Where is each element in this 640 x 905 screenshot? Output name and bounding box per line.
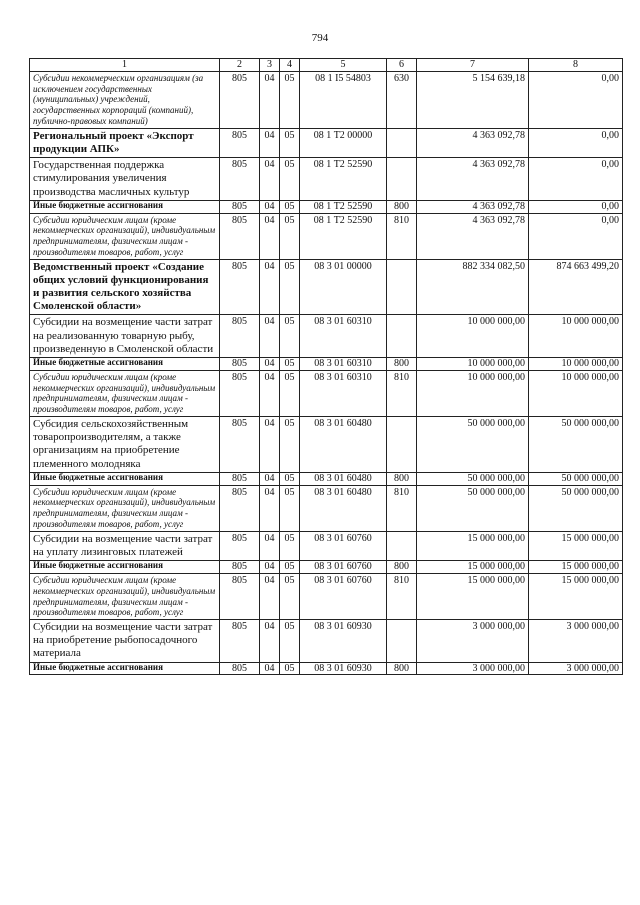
column-header: 8 xyxy=(529,59,623,72)
section-code: 04 xyxy=(260,370,280,416)
section-code: 04 xyxy=(260,417,280,473)
target-article-code: 08 3 01 60760 xyxy=(300,531,387,560)
subsection-code: 05 xyxy=(280,620,300,663)
ministry-code: 805 xyxy=(220,358,260,371)
target-article-code: 08 1 Т2 00000 xyxy=(300,128,387,157)
expense-type-code xyxy=(387,620,417,663)
subsection-code: 05 xyxy=(280,259,300,315)
ministry-code: 805 xyxy=(220,620,260,663)
amount-year-1: 4 363 092,78 xyxy=(417,213,529,259)
section-code: 04 xyxy=(260,472,280,485)
amount-year-2: 50 000 000,00 xyxy=(529,485,623,531)
item-name: Субсидии юридическим лицам (кроме некоммерческих организаций), индивидуальным предпринимателям, физическим лицам - производителям товаров, работ, услуг xyxy=(30,573,220,619)
section-code: 04 xyxy=(260,71,280,128)
target-article-code: 08 3 01 60310 xyxy=(300,358,387,371)
amount-year-1: 882 334 082,50 xyxy=(417,259,529,315)
section-code: 04 xyxy=(260,358,280,371)
ministry-code: 805 xyxy=(220,662,260,675)
amount-year-1: 50 000 000,00 xyxy=(417,472,529,485)
expense-type-code: 800 xyxy=(387,561,417,574)
target-article-code: 08 3 01 60760 xyxy=(300,573,387,619)
item-name: Субсидии юридическим лицам (кроме некоммерческих организаций), индивидуальным предпринимателям, физическим лицам - производителям товаров, работ, услуг xyxy=(30,213,220,259)
item-name: Субсидии на возмещение части затрат на уплату лизинговых платежей xyxy=(30,531,220,560)
target-article-code: 08 3 01 60310 xyxy=(300,370,387,416)
subsection-code: 05 xyxy=(280,531,300,560)
section-code: 04 xyxy=(260,128,280,157)
expense-type-code xyxy=(387,158,417,201)
section-code: 04 xyxy=(260,662,280,675)
amount-year-1: 4 363 092,78 xyxy=(417,200,529,213)
item-name: Субсидии юридическим лицам (кроме некоммерческих организаций), индивидуальным предпринимателям, физическим лицам - производителям товаров, работ, услуг xyxy=(30,485,220,531)
expense-type-code: 800 xyxy=(387,358,417,371)
item-name: Субсидии юридическим лицам (кроме некоммерческих организаций), индивидуальным предпринимателям, физическим лицам - производителям товаров, работ, услуг xyxy=(30,370,220,416)
amount-year-2: 15 000 000,00 xyxy=(529,561,623,574)
amount-year-1: 10 000 000,00 xyxy=(417,370,529,416)
item-name: Иные бюджетные ассигнования xyxy=(30,200,220,213)
item-name: Субсидии некоммерческим организациям (за исключением государственных (муниципальных) учреждений, государственных корпораций (компаний), публично-правовых компаний) xyxy=(30,71,220,128)
ministry-code: 805 xyxy=(220,573,260,619)
section-code: 04 xyxy=(260,158,280,201)
section-code: 04 xyxy=(260,213,280,259)
item-name: Региональный проект «Экспорт продукции АПК» xyxy=(30,128,220,157)
table-row xyxy=(30,370,623,416)
subsection-code: 05 xyxy=(280,315,300,358)
table-row xyxy=(30,485,623,531)
item-name: Ведомственный проект «Создание общих условий функционирования и развития сельского хозяйства Смоленской области» xyxy=(30,259,220,315)
ministry-code: 805 xyxy=(220,128,260,157)
target-article-code: 08 3 01 60480 xyxy=(300,417,387,473)
item-name: Государственная поддержка стимулирования увеличения производства масличных культур xyxy=(30,158,220,201)
ministry-code: 805 xyxy=(220,561,260,574)
column-header: 7 xyxy=(417,59,529,72)
amount-year-2: 10 000 000,00 xyxy=(529,358,623,371)
target-article-code: 08 1 Т2 52590 xyxy=(300,213,387,259)
ministry-code: 805 xyxy=(220,213,260,259)
amount-year-2: 50 000 000,00 xyxy=(529,472,623,485)
item-name: Субсидии на возмещение части затрат на реализованную товарную рыбу, произведенную в Смоленской области xyxy=(30,315,220,358)
target-article-code: 08 3 01 60480 xyxy=(300,472,387,485)
amount-year-2: 0,00 xyxy=(529,71,623,128)
ministry-code: 805 xyxy=(220,417,260,473)
amount-year-2: 0,00 xyxy=(529,200,623,213)
table-row xyxy=(30,200,623,213)
header-row xyxy=(30,59,623,72)
subsection-code: 05 xyxy=(280,662,300,675)
ministry-code: 805 xyxy=(220,259,260,315)
amount-year-1: 3 000 000,00 xyxy=(417,662,529,675)
table-row xyxy=(30,128,623,157)
amount-year-2: 0,00 xyxy=(529,158,623,201)
subsection-code: 05 xyxy=(280,561,300,574)
subsection-code: 05 xyxy=(280,485,300,531)
expense-type-code: 810 xyxy=(387,573,417,619)
subsection-code: 05 xyxy=(280,472,300,485)
table-row xyxy=(30,358,623,371)
column-header: 5 xyxy=(300,59,387,72)
section-code: 04 xyxy=(260,620,280,663)
expense-type-code: 800 xyxy=(387,662,417,675)
subsection-code: 05 xyxy=(280,158,300,201)
table-row xyxy=(30,158,623,201)
table-row xyxy=(30,662,623,675)
item-name: Субсидии на возмещение части затрат на приобретение рыбопосадочного материала xyxy=(30,620,220,663)
item-name: Субсидия сельскохозяйственным товаропроизводителям, а также организациям на приобретение племенного молодняка xyxy=(30,417,220,473)
section-code: 04 xyxy=(260,259,280,315)
ministry-code: 805 xyxy=(220,200,260,213)
target-article-code: 08 3 01 60310 xyxy=(300,315,387,358)
subsection-code: 05 xyxy=(280,417,300,473)
ministry-code: 805 xyxy=(220,485,260,531)
expense-type-code xyxy=(387,315,417,358)
target-article-code: 08 1 Т2 52590 xyxy=(300,158,387,201)
expense-type-code: 810 xyxy=(387,370,417,416)
expense-type-code: 800 xyxy=(387,472,417,485)
ministry-code: 805 xyxy=(220,71,260,128)
table-row xyxy=(30,71,623,128)
subsection-code: 05 xyxy=(280,200,300,213)
expense-type-code xyxy=(387,417,417,473)
item-name: Иные бюджетные ассигнования xyxy=(30,472,220,485)
target-article-code: 08 3 01 60760 xyxy=(300,561,387,574)
amount-year-2: 15 000 000,00 xyxy=(529,531,623,560)
section-code: 04 xyxy=(260,200,280,213)
expense-type-code xyxy=(387,259,417,315)
amount-year-1: 5 154 639,18 xyxy=(417,71,529,128)
section-code: 04 xyxy=(260,531,280,560)
amount-year-2: 10 000 000,00 xyxy=(529,315,623,358)
item-name: Иные бюджетные ассигнования xyxy=(30,358,220,371)
table-row xyxy=(30,620,623,663)
section-code: 04 xyxy=(260,561,280,574)
ministry-code: 805 xyxy=(220,370,260,416)
section-code: 04 xyxy=(260,573,280,619)
column-header: 1 xyxy=(30,59,220,72)
amount-year-2: 0,00 xyxy=(529,213,623,259)
budget-table xyxy=(29,58,623,675)
expense-type-code: 810 xyxy=(387,213,417,259)
subsection-code: 05 xyxy=(280,573,300,619)
amount-year-1: 50 000 000,00 xyxy=(417,485,529,531)
table-row xyxy=(30,472,623,485)
amount-year-1: 4 363 092,78 xyxy=(417,128,529,157)
target-article-code: 08 1 I5 54803 xyxy=(300,71,387,128)
target-article-code: 08 3 01 00000 xyxy=(300,259,387,315)
expense-type-code: 800 xyxy=(387,200,417,213)
subsection-code: 05 xyxy=(280,213,300,259)
expense-type-code: 810 xyxy=(387,485,417,531)
table-row xyxy=(30,259,623,315)
amount-year-2: 3 000 000,00 xyxy=(529,662,623,675)
amount-year-2: 50 000 000,00 xyxy=(529,417,623,473)
subsection-code: 05 xyxy=(280,358,300,371)
table-row xyxy=(30,417,623,473)
amount-year-1: 15 000 000,00 xyxy=(417,573,529,619)
subsection-code: 05 xyxy=(280,128,300,157)
section-code: 04 xyxy=(260,485,280,531)
amount-year-1: 4 363 092,78 xyxy=(417,158,529,201)
subsection-code: 05 xyxy=(280,370,300,416)
page-number: 794 xyxy=(311,32,329,44)
table-row xyxy=(30,315,623,358)
item-name: Иные бюджетные ассигнования xyxy=(30,662,220,675)
expense-type-code xyxy=(387,531,417,560)
expense-type-code xyxy=(387,128,417,157)
amount-year-2: 874 663 499,20 xyxy=(529,259,623,315)
ministry-code: 805 xyxy=(220,158,260,201)
column-header: 3 xyxy=(260,59,280,72)
amount-year-2: 15 000 000,00 xyxy=(529,573,623,619)
target-article-code: 08 3 01 60930 xyxy=(300,620,387,663)
amount-year-1: 50 000 000,00 xyxy=(417,417,529,473)
amount-year-2: 3 000 000,00 xyxy=(529,620,623,663)
amount-year-1: 15 000 000,00 xyxy=(417,531,529,560)
table-row xyxy=(30,573,623,619)
ministry-code: 805 xyxy=(220,472,260,485)
table-row xyxy=(30,213,623,259)
item-name: Иные бюджетные ассигнования xyxy=(30,561,220,574)
target-article-code: 08 3 01 60930 xyxy=(300,662,387,675)
column-header: 4 xyxy=(280,59,300,72)
ministry-code: 805 xyxy=(220,315,260,358)
target-article-code: 08 3 01 60480 xyxy=(300,485,387,531)
table-row xyxy=(30,531,623,560)
amount-year-1: 15 000 000,00 xyxy=(417,561,529,574)
subsection-code: 05 xyxy=(280,71,300,128)
table-row xyxy=(30,561,623,574)
expense-type-code: 630 xyxy=(387,71,417,128)
amount-year-2: 10 000 000,00 xyxy=(529,370,623,416)
section-code: 04 xyxy=(260,315,280,358)
amount-year-1: 10 000 000,00 xyxy=(417,315,529,358)
column-header: 2 xyxy=(220,59,260,72)
target-article-code: 08 1 Т2 52590 xyxy=(300,200,387,213)
amount-year-1: 3 000 000,00 xyxy=(417,620,529,663)
amount-year-2: 0,00 xyxy=(529,128,623,157)
ministry-code: 805 xyxy=(220,531,260,560)
amount-year-1: 10 000 000,00 xyxy=(417,358,529,371)
column-header: 6 xyxy=(387,59,417,72)
